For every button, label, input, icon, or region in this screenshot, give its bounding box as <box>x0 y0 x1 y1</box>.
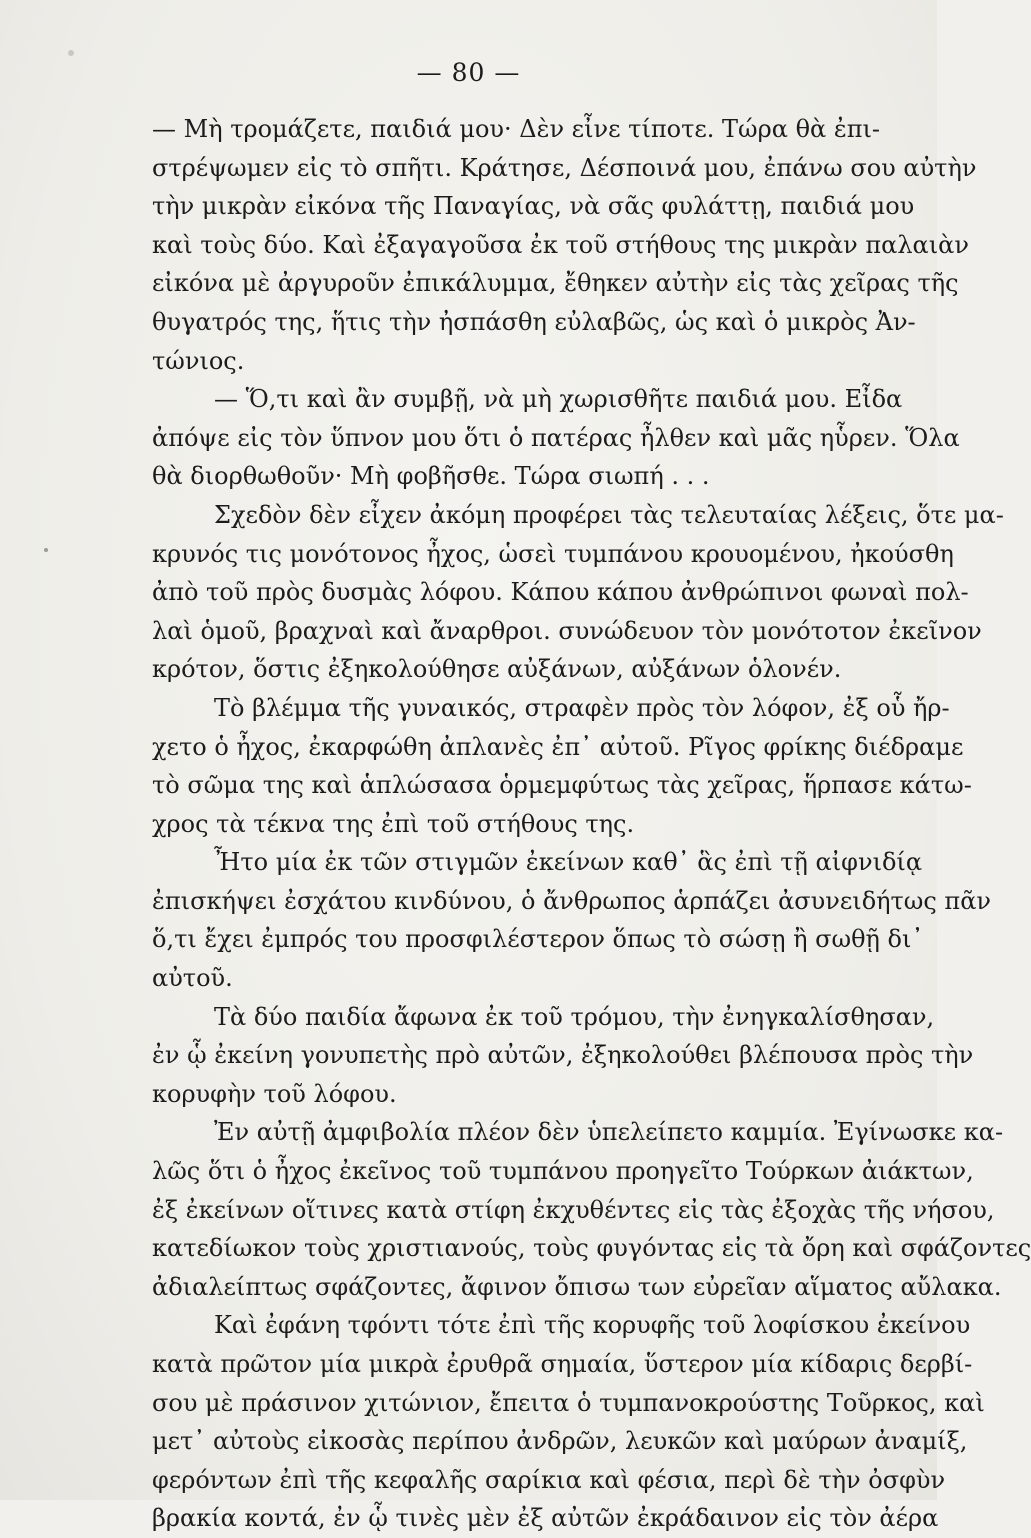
text-line: αὐτοῦ. <box>152 964 233 993</box>
text-line: λαὶ ὁμοῦ, βραχναὶ καὶ ἄναρθροι. συνώδευον τὸν μονότοτον ἐκεῖνον <box>152 616 982 645</box>
text-line: — Μὴ τρομάζετε, παιδιά μου· Δὲν εἶνε τίποτε. Τώρα θὰ ἐπι- <box>152 115 881 143</box>
text-line: κορυφὴν τοῦ λόφου. <box>152 1079 397 1108</box>
text-line: καὶ τοὺς δύο. Καὶ ἐξαγαγοῦσα ἐκ τοῦ στήθους της μικρὰν παλαιὰν <box>152 230 969 259</box>
text-line: κρότον, ὅστις ἐξηκολούθησε αὐξάνων, αὐξάνων ὁλονέν. <box>152 655 842 684</box>
text-line: ἀδιαλείπτως σφάζοντες, ἄφινον ὄπισω των εὐρεῖαν αἵματος αὔλακα. <box>152 1272 1002 1301</box>
text-line: θὰ διορθωθοῦν· Μὴ φοβῆσθε. Τώρα σιωπή . . . <box>152 462 710 491</box>
text-line: Τὰ δύο παιδία ἄφωνα ἐκ τοῦ τρόμου, τὴν ἐνηγκαλίσθησαν, <box>214 1002 935 1031</box>
text-line: ὅ,τι ἔχει ἐμπρός του προσφιλέστερον ὅπως τὸ σώσῃ ἢ σωθῇ δι᾽ <box>152 925 924 954</box>
text-line: τώνιος. <box>152 346 245 375</box>
text-line: ἐν ᾧ ἐκείνη γονυπετὴς πρὸ αὐτῶν, ἐξηκολούθει βλέπουσα πρὸς τὴν <box>152 1041 974 1070</box>
text-line: μετ᾽ αὐτοὺς εἰκοσὰς περίπου ἀνδρῶν, λευκῶν καὶ μαύρων ἀναμίξ, <box>152 1427 968 1456</box>
text-line: στρέψωμεν εἰς τὸ σπῆτι. Κράτησε, Δέσποινά μου, ἐπάνω σου αὐτὴν <box>152 153 977 182</box>
text-line: ἀπὸ τοῦ πρὸς δυσμὰς λόφου. Κάπου κάπου ἀνθρώπινοι φωναὶ πολ- <box>152 578 969 607</box>
text-line: κατὰ πρῶτον μία μικρὰ ἐρυθρᾶ σημαία, ὕστερον μία κίδαρις δερβί- <box>152 1350 973 1378</box>
text-line: ἀπόψε εἰς τὸν ὕπνον μου ὅτι ὁ πατέρας ἦλθεν καὶ μᾶς ηὗρεν. Ὅλα <box>152 423 960 452</box>
text-line: ἐξ ἐκείνων οἵτινες κατὰ στίφη ἐκχυθέντες εἰς τὰς ἐξοχὰς τῆς νήσου, <box>152 1195 995 1224</box>
text-line: Σχεδὸν δὲν εἶχεν ἀκόμη προφέρει τὰς τελευταίας λέξεις, ὅτε μα- <box>214 500 1004 529</box>
text-line: χετο ὁ ἦχος, ἐκαρφώθη ἀπλανὲς ἐπ᾽ αὐτοῦ. Ρῖγος φρίκης διέδραμε <box>152 732 964 761</box>
text-line: χρος τὰ τέκνα της ἐπὶ τοῦ στήθους της. <box>152 809 635 838</box>
text-line: βρακία κοντά, ἐν ᾧ τινὲς μὲν ἐξ αὐτῶν ἐκράδαινον εἰς τὸν ἀέρα <box>152 1504 939 1533</box>
text-line: — Ὅ,τι καὶ ἂν συμβῇ, νὰ μὴ χωρισθῆτε παιδιά μου. Εἶδα <box>214 385 903 414</box>
paper-blemish <box>68 50 74 56</box>
paper-blemish <box>44 548 48 552</box>
text-line: κατεδίωκον τοὺς χριστιανούς, τοὺς φυγόντας εἰς τὰ ὄρη καὶ σφάζοντες <box>152 1234 1031 1263</box>
text-line: φερόντων ἐπὶ τῆς κεφαλῆς σαρίκια καὶ φέσια, περὶ δὲ τὴν ὀσφὺν <box>152 1465 946 1494</box>
text-line: κρυνός τις μονότονος ἦχος, ὡσεὶ τυμπάνου κρουομένου, ἠκούσθη <box>152 539 954 568</box>
text-line: σου μὲ πράσινον χιτώνιον, ἔπειτα ὁ τυμπανοκρούστης Τοῦρκος, καὶ <box>152 1388 985 1417</box>
text-line: θυγατρός της, ἥτις τὴν ἠσπάσθη εὐλαβῶς, ὡς καὶ ὁ μικρὸς Ἀν- <box>152 307 916 336</box>
text-line: εἰκόνα μὲ ἀργυροῦν ἐπικάλυμμα, ἔθηκεν αὐτὴν εἰς τὰς χεῖρας τῆς <box>152 269 959 298</box>
body-text <box>152 110 1031 1538</box>
text-line: τὸ σῶμα της καὶ ἁπλώσασα ὁρμεμφύτως τὰς χεῖρας, ἥρπασε κάτω- <box>152 771 972 800</box>
text-line: Καὶ ἐφάνη τφόντι τότε ἐπὶ τῆς κορυφῆς τοῦ λοφίσκου ἐκείνου <box>214 1311 971 1340</box>
text-line: Ἦτο μία ἐκ τῶν στιγμῶν ἐκείνων καθ᾽ ἃς ἐπὶ τῇ αἰφνιδίᾳ <box>214 848 923 877</box>
text-line: Τὸ βλέμμα τῆς γυναικός, στραφὲν πρὸς τὸν λόφον, ἐξ οὗ ἤρ- <box>214 693 950 722</box>
page-number: — 80 — <box>416 58 521 87</box>
text-line: τὴν μικρὰν εἰκόνα τῆς Παναγίας, νὰ σᾶς φυλάττῃ, παιδιά μου <box>152 192 915 221</box>
text-line: Ἐν αὐτῇ ἀμφιβολία πλέον δὲν ὑπελείπετο καμμία. Ἐγίνωσκε κα- <box>214 1118 1004 1147</box>
text-line: ἐπισκήψει ἐσχάτου κινδύνου, ὁ ἄνθρωπος ἁρπάζει ἀσυνειδήτως πᾶν <box>152 886 992 915</box>
text-line: λῶς ὅτι ὁ ἦχος ἐκεῖνος τοῦ τυμπάνου προηγεῖτο Τούρκων ἀιάκτων, <box>152 1157 974 1186</box>
